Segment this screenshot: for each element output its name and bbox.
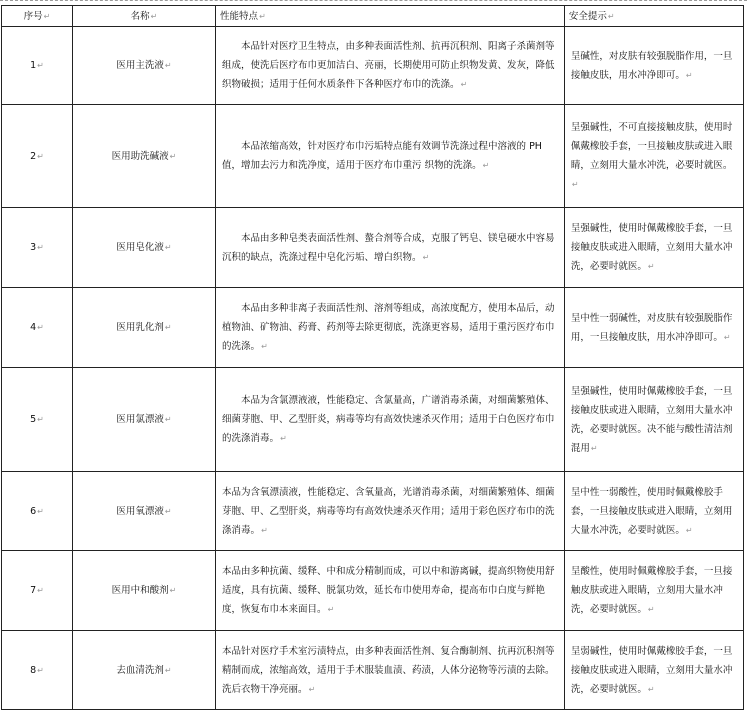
cell-name: 医用助洗碱液↵	[73, 105, 216, 208]
header-features: 性能特点↵	[216, 6, 565, 27]
cell-features: 本品针对医疗卫生特点，由多种表面活性剂、抗再沉积剂、阳离子杀菌剂等组成，使洗后医疗布巾更加洁白、亮丽，长期使用可防止织物发黄、发灰，降低织物破损；适用于任何水质条件下各种医疗布巾的洗涤。↵	[216, 27, 565, 105]
cell-name: 医用氯漂液↵	[73, 368, 216, 472]
table-header-row	[2, 6, 744, 27]
cell-no: 2↵	[2, 105, 73, 208]
cell-name: 去血清洗剂↵	[73, 631, 216, 710]
table-row	[2, 631, 744, 710]
cell-name: 医用皂化液↵	[73, 208, 216, 288]
cell-features: 本品由多种皂类表面活性剂、螯合剂等合成，克服了钙皂、镁皂硬水中容易沉积的缺点，洗涤过程中皂化污垢、增白织物。↵	[216, 208, 565, 288]
table-row	[2, 368, 744, 472]
cell-no: 7↵	[2, 551, 73, 631]
cell-safety: 呈强碱性，不可直接接触皮肤，使用时佩戴橡胶手套，一旦接触皮肤或进入眼睛，立刻用大量水冲洗，必要时就医。↵	[564, 105, 743, 208]
cell-no: 8↵	[2, 631, 73, 710]
cell-safety: 呈强碱性，使用时佩戴橡胶手套，一旦接触皮肤或进入眼睛，立刻用大量水冲洗，必要时就医。↵	[564, 208, 743, 288]
cell-safety: 呈酸性，使用时佩戴橡胶手套，一旦接触皮肤或进入眼睛，立刻用大量水冲洗，必要时就医。↵	[564, 551, 743, 631]
cell-safety: 呈中性一弱酸性，使用时佩戴橡胶手套，一旦接触皮肤或进入眼睛，立刻用大量水冲洗，必要时就医。↵	[564, 472, 743, 551]
cell-safety: 呈碱性，对皮肤有较强脱脂作用，一旦接触皮肤，用水冲净即可。↵	[564, 27, 743, 105]
cell-features: 本品为含氧漂渍液，性能稳定、含氧量高，光谱消毒杀菌，对细菌繁殖体、细菌芽胞、甲、乙型肝炎，病毒等均有高效快速杀灭作用；适用于彩色医疗布巾的洗涤消毒。↵	[216, 472, 565, 551]
cell-no: 4↵	[2, 288, 73, 368]
cell-features: 本品为含氯漂液液，性能稳定、含氯量高，广谱消毒杀菌，对细菌繁殖体、细菌芽胞、甲、乙型肝炎，病毒等均有高效快速杀灭作用；适用于白色医疗布巾的洗涤消毒。↵	[216, 368, 565, 472]
page-top-border	[0, 0, 747, 4]
cell-no: 3↵	[2, 208, 73, 288]
cell-safety: 呈强碱性，使用时佩戴橡胶手套，一旦接触皮肤或进入眼睛，立刻用大量水冲洗，必要时就医。决不能与酸性清洁剂混用↵	[564, 368, 743, 472]
header-no: 序号↵	[2, 6, 73, 27]
cell-features: 本品针对医疗手术室污渍特点，由多种表面活性剂、复合酶制剂、抗再沉积剂等精制而成，浓缩高效，适用于手术服装血渍、药渍，人体分泌物等污渍的去除。洗后衣物干净亮丽。↵	[216, 631, 565, 710]
cell-features: 本品由多种非离子表面活性剂、溶剂等组成，高浓度配方，使用本品后，动植物油、矿物油、药膏、药剂等去除更彻底，洗涤更容易，适用于重污医疗布巾的洗涤。↵	[216, 288, 565, 368]
cell-features: 本品由多种抗菌、缓释、中和成分精制而成，可以中和游离碱，提高织物使用舒适度，具有抗菌、缓释、脱氯功效，延长布巾使用寿命，提高布巾白度与鲜艳度，恢复布巾本来面目。↵	[216, 551, 565, 631]
product-table	[1, 5, 744, 710]
header-safety: 安全提示↵	[564, 6, 743, 27]
cell-features: 本品浓缩高效，针对医疗布巾污垢特点能有效调节洗涤过程中溶液的 PH 值，增加去污力和洗净度，适用于医疗布巾重污 织物的洗涤。↵	[216, 105, 565, 208]
cell-name: 医用氧漂液↵	[73, 472, 216, 551]
table-row	[2, 472, 744, 551]
cell-safety: 呈中性一弱碱性，对皮肤有较强脱脂作用，一旦接触皮肤，用水冲净即可。↵	[564, 288, 743, 368]
table-row	[2, 288, 744, 368]
cell-safety: 呈弱碱性，使用时佩戴橡胶手套，一旦接触皮肤或进入眼睛，立刻用大量水冲洗，必要时就医。↵	[564, 631, 743, 710]
header-name: 名称↵	[73, 6, 216, 27]
cell-name: 医用中和酸剂↵	[73, 551, 216, 631]
table-row	[2, 105, 744, 208]
cell-no: 6↵	[2, 472, 73, 551]
table-row	[2, 27, 744, 105]
cell-name: 医用乳化剂↵	[73, 288, 216, 368]
cell-no: 1↵	[2, 27, 73, 105]
table-row	[2, 551, 744, 631]
table-row	[2, 208, 744, 288]
cell-name: 医用主洗液↵	[73, 27, 216, 105]
cell-no: 5↵	[2, 368, 73, 472]
